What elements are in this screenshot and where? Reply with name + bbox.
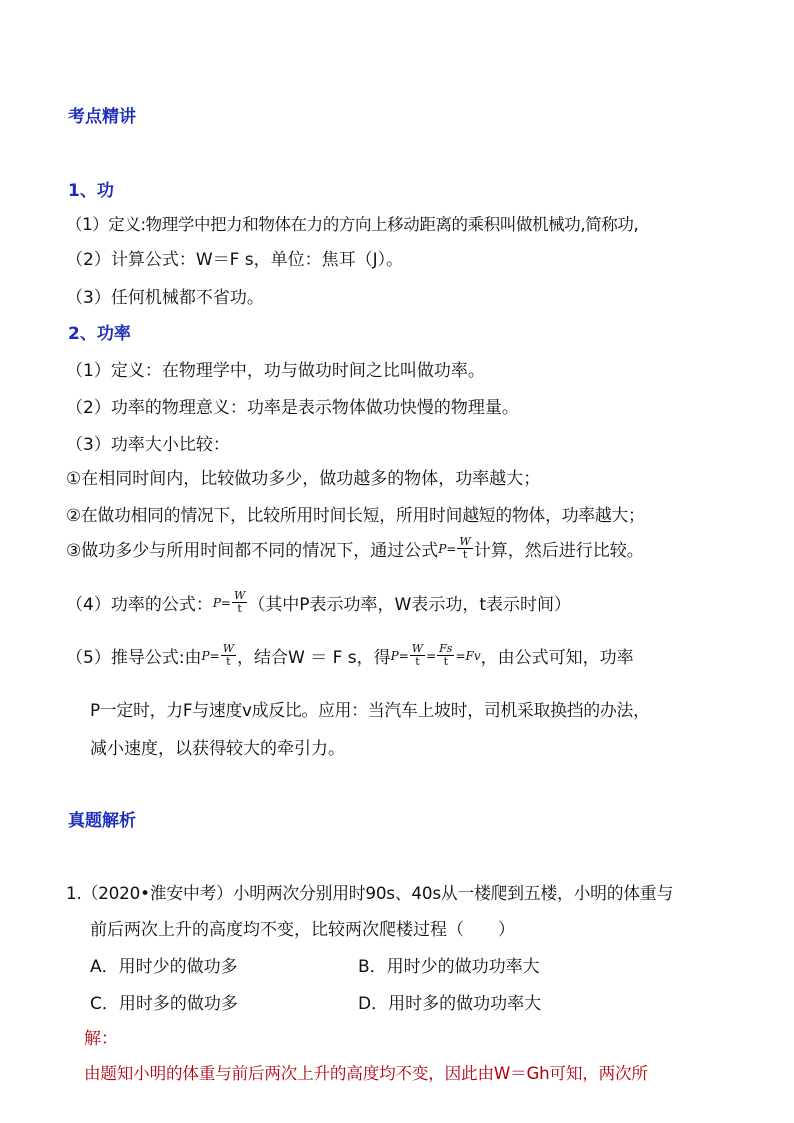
solution-line-1: 由题知小明的体重与前后两次上升的高度均不变，因此由W＝Gh可知，两次所 [84, 1064, 648, 1083]
gonglv-compare-2: ②在做功相同的情况下，比较所用时间长短，所用时间越短的物体，功率越大； [66, 505, 645, 525]
fraction-W-over-t [457, 536, 472, 561]
formula-line-text-b: （其中P表示功率，W表示功，t表示时间） [248, 595, 572, 615]
fraction-denominator: t [462, 548, 468, 561]
formula-P: P [390, 648, 399, 663]
option-c: C．用时多的做功多 [90, 994, 238, 1014]
compare-3-text-a: ③做功多少与所用时间都不同的情况下，通过公式 [66, 541, 439, 561]
heading-kaodian: 考点精讲 [68, 107, 136, 127]
fraction-numerator: W [222, 642, 234, 655]
fraction-numerator: W [459, 535, 471, 548]
formula-P: P [212, 595, 221, 610]
gonglv-derived-line [66, 643, 634, 668]
fraction-denominator: t [415, 655, 420, 668]
fraction-numerator: W [411, 642, 424, 655]
formula-Fv: Fv [465, 648, 481, 663]
gonglv-formula-line [66, 590, 571, 615]
fraction-W-over-t [410, 643, 425, 668]
question-stem-2: 前后两次上升的高度均不变，比较两次爬楼过程（ ） [90, 920, 515, 940]
formula-eq: = [446, 541, 457, 556]
gong-definition: （1）定义:物理学中把力和物体在力的方向上移动距离的乘积叫做机械功,简称功, [66, 215, 639, 234]
formula-eq: = [220, 595, 231, 610]
formula-P: P [201, 648, 210, 663]
derived-text-d: P一定时，力F与速度v成反比。应用：当汽车上坡时，司机采取换挡的办法， [90, 700, 650, 720]
fraction-W-over-t [232, 590, 247, 615]
formula-eq: = [426, 648, 437, 663]
solution-label: 解： [84, 1029, 118, 1049]
gonglv-compare-3 [66, 536, 644, 561]
derived-text-e: 减小速度，以获得较大的牵引力。 [90, 739, 345, 759]
heading-zhenti: 真题解析 [68, 811, 136, 831]
question-stem-1: 1.（2020•淮安中考）小明两次分别用时90s、40s从一楼爬到五楼，小明的体重与 [66, 883, 674, 903]
section-title-gonglv: 2、功率 [68, 324, 131, 344]
formula-P: P [438, 541, 447, 556]
compare-3-text-b: 计算，然后进行比较。 [473, 541, 644, 561]
option-d: D．用时多的做功功率大 [358, 994, 542, 1014]
fraction-numerator: W [233, 589, 246, 602]
fraction-denominator: t [226, 655, 231, 668]
fraction-denominator: t [443, 655, 449, 668]
gonglv-definition: （1）定义：在物理学中，功与做功时间之比叫做功率。 [66, 361, 485, 381]
formula-eq: = [398, 648, 409, 663]
gong-no-saving: （3）任何机械都不省功。 [66, 288, 264, 308]
derived-text-c: ，由公式可知，功率 [480, 648, 634, 668]
option-a: A．用时少的做功多 [90, 957, 238, 977]
fraction-W-over-t [221, 643, 236, 668]
formula-eq: = [209, 648, 220, 663]
gonglv-meaning: （2）功率的物理意义：功率是表示物体做功快慢的物理量。 [66, 398, 519, 418]
gonglv-compare-title: （3）功率大小比较： [66, 435, 230, 455]
fraction-denominator: t [237, 602, 242, 615]
gonglv-compare-1: ①在相同时间内，比较做功多少，做功越多的物体，功率越大； [66, 469, 541, 489]
fraction-numerator: Fs [439, 642, 453, 655]
formula-line-text-a: （4）功率的公式： [66, 595, 213, 615]
formula-eq: = [455, 648, 466, 663]
derived-text-b: ，结合W ＝ F s，得 [237, 648, 391, 668]
section-title-gong: 1、功 [68, 181, 114, 201]
gong-formula: （2）计算公式：W＝F s，单位：焦耳（J）。 [66, 250, 404, 270]
derived-text-a: （5）推导公式:由 [66, 648, 202, 668]
fraction-Fs-over-t [437, 643, 454, 668]
option-b: B．用时少的做功功率大 [358, 957, 540, 977]
